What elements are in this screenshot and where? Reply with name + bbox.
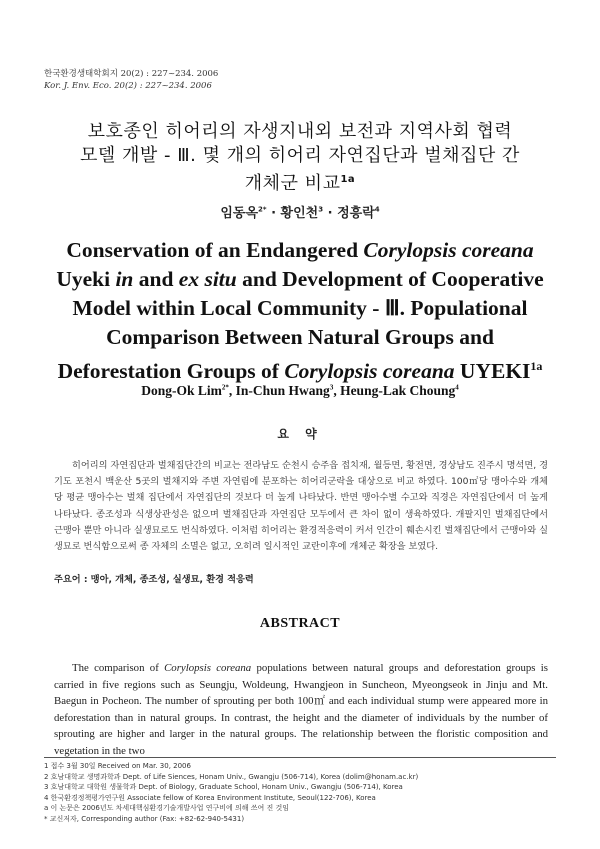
keywords: 주요어 : 맹아, 개체, 종조성, 실생묘, 환경 적응력 — [54, 574, 254, 585]
english-author-1: Dong-Ok Lim — [141, 383, 222, 398]
korean-author-3-mark: 4 — [374, 205, 380, 214]
korean-title-line3-text: 개체군 비교 — [244, 173, 341, 194]
journal-citation-en: Kor. J. Env. Eco. 20(2) : 227~234. 2006 — [44, 81, 212, 91]
journal-citation — [44, 68, 218, 92]
footnote-corresponding-author: * 교신저자, Corresponding author (Fax: +82-62-940-5431) — [44, 814, 245, 823]
english-title-footnote-mark: 1a — [530, 359, 543, 373]
species-name: Corylopsis coreana — [363, 238, 534, 262]
english-author-separator: , — [333, 383, 341, 398]
english-title-italic: ex situ — [178, 267, 237, 291]
english-abstract-heading: ABSTRACT — [259, 616, 341, 631]
english-title-text: UYEKI — [454, 359, 531, 384]
korean-title-line2: 모델 개발 - Ⅲ. 몇 개의 히어리 자연집단과 벌채집단 간 — [80, 145, 520, 166]
footnote-divider — [44, 757, 556, 758]
footnotes — [44, 761, 564, 825]
english-title-text: Conservation of an Endangered — [66, 238, 364, 262]
english-title-line5 — [30, 352, 570, 386]
korean-author-separator: · — [266, 206, 281, 221]
korean-abstract-heading: 요 약 — [277, 427, 323, 441]
footnote-received: 1 접수 3월 30일 Received on Mar. 30, 2006 — [44, 762, 191, 770]
korean-author-3: 정흥락 — [337, 206, 375, 221]
korean-author-2-mark: 3 — [318, 205, 324, 214]
footnote-affiliation-4: 4 한국환경정책평가연구원 Associate fellow of Korea Environment Institute, Seoul(122-706), Korea — [44, 793, 376, 802]
korean-authors — [40, 202, 560, 221]
korean-author-1-mark: 2* — [258, 205, 267, 214]
english-author-3: Heung-Lak Choung — [340, 383, 456, 398]
english-title-text: Deforestation Groups of — [57, 359, 285, 384]
species-name: Corylopsis coreana — [284, 359, 455, 384]
english-title-italic: in — [115, 267, 134, 291]
english-title-line3: Model within Local Community - Ⅲ. Populational — [72, 296, 528, 320]
footnote-affiliation-2: 2 호남대학교 생명과학과 Dept. of Life Siences, Honam Univ., Gwangju (506-714), Korea (dolim@honam.ac.kr) — [44, 772, 419, 781]
english-title-text: Uyeki — [56, 267, 116, 291]
english-authors — [30, 383, 570, 399]
english-title-line1 — [30, 236, 570, 265]
english-author-1-mark: 2* — [221, 383, 229, 392]
korean-author-1: 임동옥 — [220, 206, 259, 221]
english-abstract-text: The comparison of — [72, 662, 165, 674]
english-title-line4: Comparison Between Natural Groups and — [106, 325, 494, 349]
footnote-funding: a 이 논문은 2006년도 차세대핵심환경기술개발사업 연구비에 의해 쓰여 진 것임 — [44, 804, 289, 813]
english-title-line2 — [30, 265, 570, 294]
korean-author-separator: · — [323, 206, 338, 221]
english-author-2-mark: 3 — [329, 383, 334, 392]
species-name: Corylopsis coreana — [164, 662, 252, 674]
korean-author-2: 황인천 — [280, 206, 319, 221]
korean-title-line3 — [40, 168, 560, 196]
korean-abstract: 히어리의 자연집단과 벌채집단간의 비교는 전라남도 순천시 승주읍 접치재, 월등면, 황전면, 경상남도 진주시 명석면, 경기도 포천시 백운산 5곳의 벌채지와 주변 자연림에 분포하는 히어리군락을 대상으로 비교 하였다. 100㎡당 맹아수와 개체 당 평균 맹아수는 벌채 집단에서 자연집단의 것보다 더 높게 나타났다. 반면 맹아수별 수고와 직경은 자연집단에서 더 높게 나타났다. 종조성과 식생상관성은 없으며 벌채집단과 자연집단 모두에서 큰 차이 없이 생육하였다. 개팔지인 벌채집단에서 근맹아 뿐만 아니라 실생묘로도 번식하였다. 이처럼 히어리는 환경적응력이 커서 인간이 훼손시킨 벌채집단에서 근맹아와 실생묘로 번식함으로써 종 자체의 소멸은 없고, 오히려 일시적인 교란이후에 개체군 확장을 보였다. — [54, 460, 548, 553]
english-title — [30, 236, 570, 386]
english-abstract — [54, 660, 548, 759]
korean-title — [40, 120, 560, 196]
english-abstract-text: populations between natural groups and deforestation groups is carried in five regions such as Seungju, Woldeung, Hwangjeon in Suncheon, Myeongseok in Jinju and Mt. Baegun in Pocheon. The number of sprouting per both 100㎡ and each individual stump were appeared more in deforestation than in natural groups. In contrast, the height and the diameter of individuals by the number of sprouting are higher and larger in the natural groups. The relationship between the floristic composition and vegetation in the two — [54, 662, 548, 757]
english-author-3-mark: 4 — [455, 383, 459, 392]
journal-citation-kr: 한국환경생태학회지 20(2) : 227~234. 2006 — [44, 69, 219, 79]
english-author-separator: , — [228, 383, 236, 398]
footnote-affiliation-3: 3 호남대학교 대학원 생물학과 Dept. of Biology, Graduate School, Honam Univ., Gwangju (506-714), Korea — [44, 783, 403, 792]
english-author-2: In-Chun Hwang — [235, 383, 330, 398]
korean-title-line1: 보호종인 히어리의 자생지내외 보전과 지역사회 협력 — [87, 121, 513, 142]
english-title-text: and Development of Cooperative — [236, 267, 544, 291]
english-title-text: and — [133, 267, 179, 291]
korean-title-footnote-mark: 1a — [340, 174, 356, 185]
